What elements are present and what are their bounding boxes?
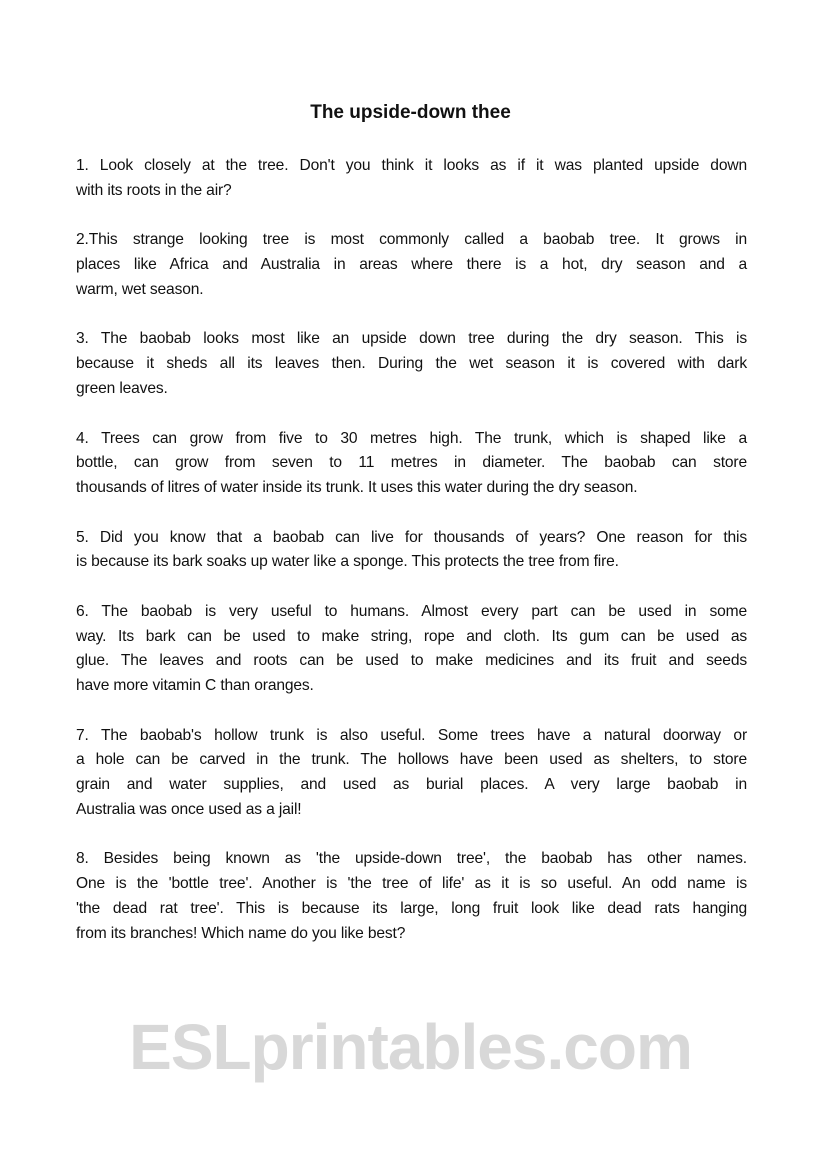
watermark: ESLprintables.com: [129, 1011, 692, 1083]
text-line: 3. The baobab looks most like an upside down tree during the dry season. This is: [76, 330, 747, 348]
text-line: way. Its bark can be used to make string, rope and cloth. Its gum can be used as: [76, 627, 747, 645]
text-line: with its roots in the air?: [76, 181, 232, 199]
text-line: because it sheds all its leaves then. During the wet season it is covered with dark: [76, 355, 747, 373]
text-line: warm, wet season.: [76, 280, 204, 298]
text-line: from its branches! Which name do you like best?: [76, 924, 406, 942]
text-line: 5. Did you know that a baobab can live for thousands of years? One reason for this: [76, 528, 747, 546]
text-line: 4. Trees can grow from five to 30 metres high. The trunk, which is shaped like a: [76, 429, 747, 447]
paragraph-1: [76, 154, 747, 203]
text-line: is because its bark soaks up water like a sponge. This protects the tree from fire.: [76, 553, 619, 571]
paragraph-2: [76, 228, 747, 302]
document-body: [76, 154, 747, 971]
text-line: have more vitamin C than oranges.: [76, 677, 314, 694]
text-line: 6. The baobab is very useful to humans. Almost every part can be used in some: [76, 602, 747, 620]
text-line: glue. The leaves and roots can be used to make medicines and its fruit and seeds: [76, 652, 747, 670]
text-line: 1. Look closely at the tree. Don't you think it looks as if it was planted upside down: [76, 157, 747, 174]
text-line: grain and water supplies, and used as burial places. A very large baobab in: [76, 776, 747, 794]
text-line: a hole can be carved in the trunk. The hollows have been used as shelters, to store: [76, 751, 747, 769]
text-line: bottle, can grow from seven to 11 metres in diameter. The baobab can store: [76, 454, 747, 472]
text-line: 'the dead rat tree'. This is because its large, long fruit look like dead rats hanging: [76, 899, 747, 917]
text-line: One is the 'bottle tree'. Another is 'the tree of life' as it is so useful. An odd name is: [76, 875, 747, 893]
paragraph-8: [76, 847, 747, 946]
text-line: places like Africa and Australia in areas where there is a hot, dry season and a: [76, 256, 747, 274]
paragraph-6: [76, 600, 747, 699]
text-line: green leaves.: [76, 379, 168, 397]
page-title: The upside-down thee: [310, 102, 511, 123]
text-line: 8. Besides being known as 'the upside-down tree', the baobab has other names.: [76, 850, 747, 868]
text-line: 7. The baobab's hollow trunk is also useful. Some trees have a natural doorway or: [76, 726, 747, 744]
paragraph-7: [76, 724, 747, 823]
text-line: Australia was once used as a jail!: [76, 800, 302, 818]
paragraph-3: [76, 327, 747, 401]
paragraph-4: [76, 427, 747, 501]
paragraph-5: [76, 526, 747, 575]
text-line: 2.This strange looking tree is most commonly called a baobab tree. It grows in: [76, 231, 747, 249]
text-line: thousands of litres of water inside its trunk. It uses this water during the dry season.: [76, 478, 638, 496]
